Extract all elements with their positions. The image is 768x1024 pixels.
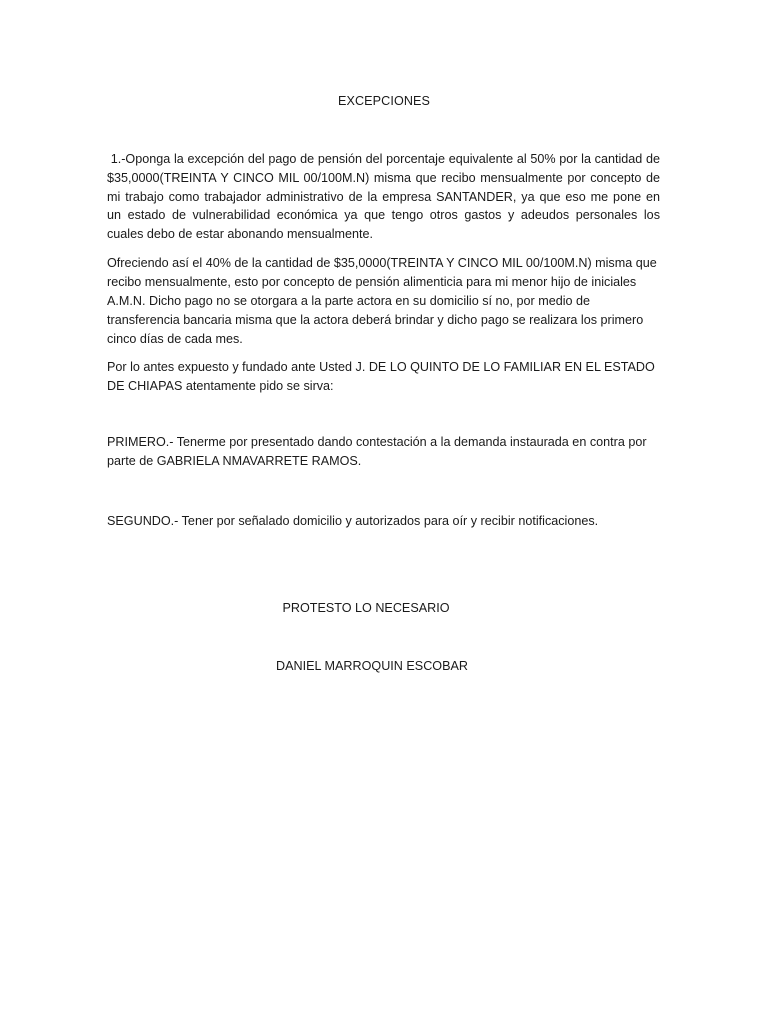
paragraph-offer: Ofreciendo así el 40% de la cantidad de $35,0000(TREINTA Y CINCO MIL 00/100M.N) misma que recibo mensualmente, esto por concepto de pensión alimenticia para mi menor hijo de iniciales A.M.N. Dicho pago no se otorgara a la parte actora en su domicilio sí no, por medio de transferencia bancaria misma que la actora deberá brindar y dicho pago se realizara los primero cinco días de cada mes. xyxy=(107,256,657,346)
paragraph-request: Por lo antes expuesto y fundado ante Usted J. DE LO QUINTO DE LO FAMILIAR EN EL ESTADO DE CHIAPAS atentamente pido se sirva: xyxy=(107,360,655,393)
paragraph-segundo: SEGUNDO.- Tener por señalado domicilio y autorizados para oír y recibir notificaciones. xyxy=(107,514,599,528)
closing-phrase: PROTESTO LO NECESARIO xyxy=(282,601,450,615)
paragraph-exception-1: 1.-Oponga la excepción del pago de pensión del porcentaje equivalente al 50% por la cantidad de $35,0000(TREINTA Y CINCO MIL 00/100M.N) misma que recibo mensualmente por concepto de mi trabajo como trabajador administrativo de la empresa SANTANDER, ya que eso me pone en un estado de vulnerabilidad económica ya que tengo otros gastos y adeudos personales los cuales debo de estar abonando mensualmente. xyxy=(107,152,667,242)
document-title: EXCEPCIONES xyxy=(337,94,431,108)
paragraph-primero: PRIMERO.- Tenerme por presentado dando contestación a la demanda instaurada en contra por parte de GABRIELA NMAVARRETE RAMOS. xyxy=(107,435,647,468)
signer-name: DANIEL MARROQUIN ESCOBAR xyxy=(276,659,468,673)
